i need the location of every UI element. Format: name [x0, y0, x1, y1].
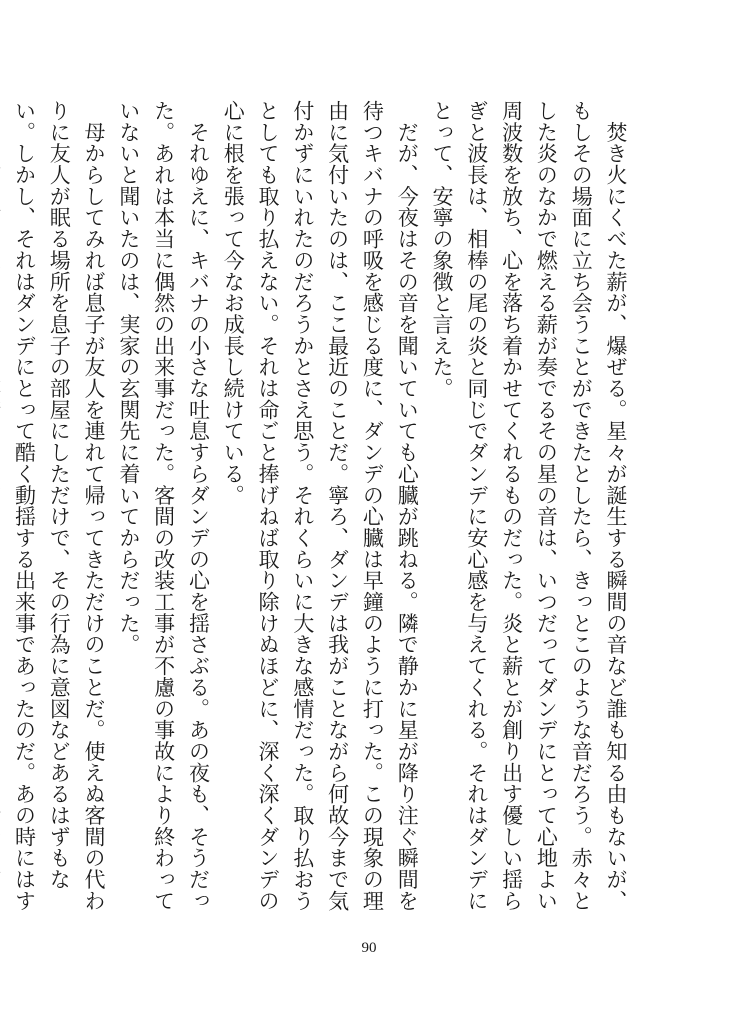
paragraph-3: それゆえに、キバナの小さな吐息すらダンデの心を揺さぶる。あの夜も、そうだった。あれは本当に偶然の出来事だった。客間の改装工事が不慮の事故により終わっていないと聞いたのは、実家の玄関先に着いてからだった。	[116, 100, 211, 912]
vertical-text-body	[12, 100, 633, 918]
paragraph-2: だが、今夜はその音を聞いていても心臓が跳ねる。隣で静かに星が降り注ぐ瞬間を待つキバナの呼吸を感じる度に、ダンデの心臓は早鐘のように打った。この現象の理由に気付いたのは、ここ最近のことだ。寧ろ、ダンデは我がことながら何故今まで気付かずにいれたのだろうかとさえ思う。それくらいに大きな感情だった。取り払おうとしても取り払えない。それは命ごと捧げねば取り除けぬほどに、深く深くダンデの心に根を張って今なお成長し続けている。	[221, 100, 420, 912]
paragraph-4: 母からしてみれば息子が友人を連れて帰ってきただけのことだ。使えぬ客間の代わりに友人が眠る場所を息子の部屋にしただけで、その行為に意図などあるはずもない。しかし、それはダンデにとって酷く動揺する出来事であったのだ。あの時にはす	[12, 100, 107, 912]
page-number: 90	[361, 940, 377, 956]
paragraph-1: 焚き火にくべた薪が、爆ぜる。星々が誕生する瞬間の音など誰も知る由もないが、もしその場面に立ち会うことができたとしたら、きっとこのような音だろう。赤々とした炎のなかで燃える薪が奏でるその星の音は、いつだってダンデにとって心地よい周波数を放ち、心を落ち着かせてくれるものだった。炎と薪とが創り出す優しい揺らぎと波長は、相棒の尾の炎と同じでダンデに安心感を与えてくれる。それはダンデにとって、安寧の象徴と言えた。	[430, 100, 628, 912]
